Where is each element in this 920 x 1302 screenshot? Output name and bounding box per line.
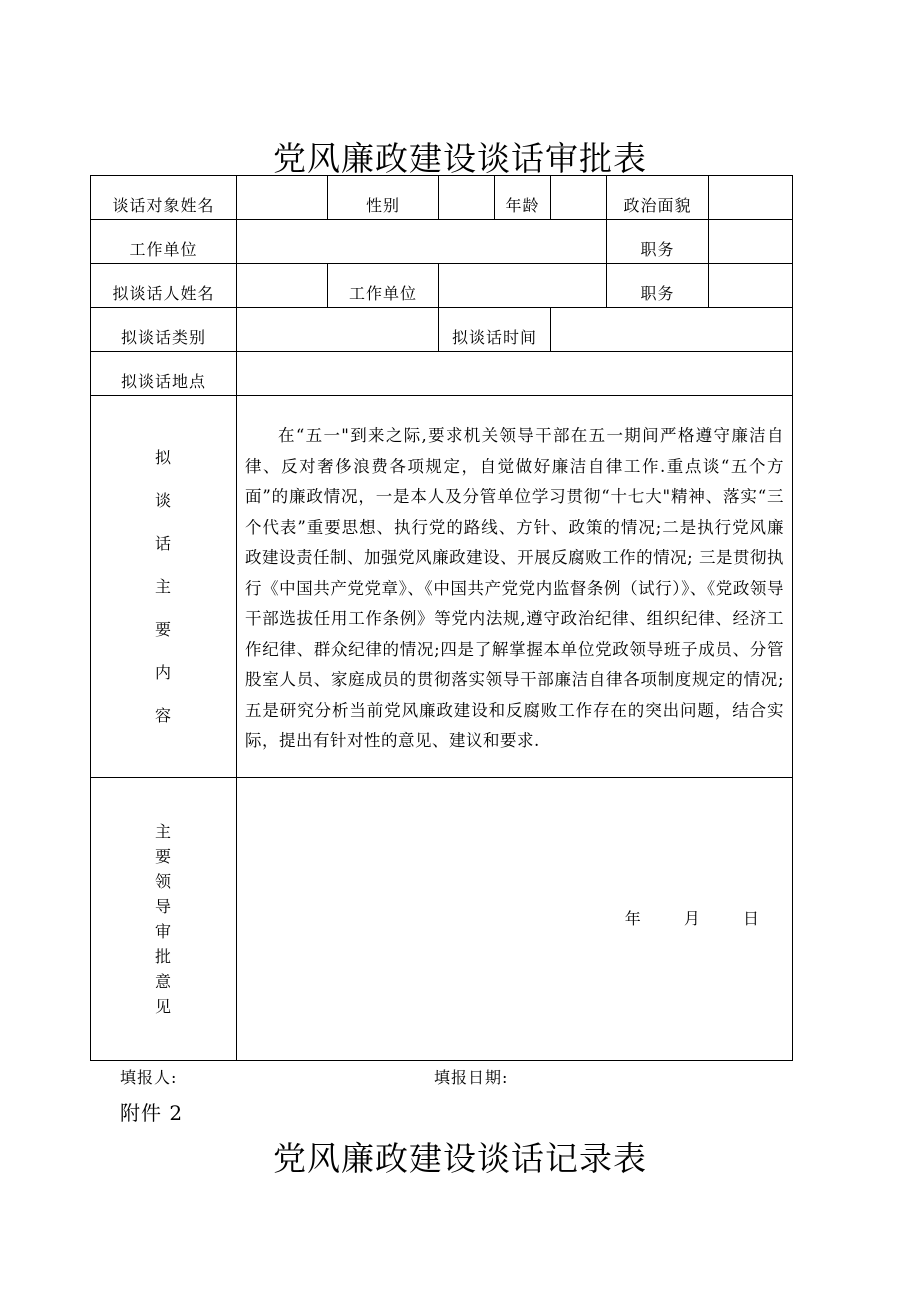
- approval-date: [625, 906, 760, 929]
- main-content-text: 在“五一"到来之际,要求机关领导干部在五一期间严格遵守廉洁自律、反对奢侈浪费各项规定，自觉做好廉洁自律工作.重点谈“五个方面”的廉政情况，一是本人及分管单位学习贯彻“十七大"精神、落实“三个代表”重要思想、执行党的路线、方针、政策的情况;二是执行党风廉政建设责任制、加强党风廉政建设、开展反腐败工作的情况; 三是贯彻执行《中国共产党党章》、《中国共产党党内监督条例（试行）》、《党政领导干部选拔任用工作条例》等党内法规,遵守政治纪律、组织纪律、经济工作纪律、群众纪律的情况;四是了解掌握本单位党政领导班子成员、分管股室人员、家庭成员的贯彻落实领导干部廉洁自律各项制度规定的情况; 五是研究分析当前党风廉政建设和反腐败工作存在的突出问题，结合实际，提出有针对性的意见、建议和要求.: [245, 426, 784, 750]
- main-content-cell[interactable]: [237, 396, 793, 778]
- talk-place-field[interactable]: [237, 352, 793, 396]
- talk-type-label: 拟谈话类别: [91, 308, 237, 352]
- talker-position-field[interactable]: [709, 264, 793, 308]
- row-main-content: [91, 396, 793, 778]
- fill-date-label: 填报日期:: [434, 1068, 509, 1087]
- work-unit-field[interactable]: [237, 220, 607, 264]
- main-content-label: [91, 396, 237, 778]
- filler-label: 填报人:: [120, 1068, 178, 1087]
- approval-month: 月: [683, 909, 701, 928]
- main-content-label-char: 谈: [154, 491, 172, 510]
- talker-name-label: 拟谈话人姓名: [91, 264, 237, 308]
- approval-label-char: 意: [154, 972, 172, 991]
- row-talk-type: [91, 308, 793, 352]
- row-work-unit: [91, 220, 793, 264]
- talk-place-label: 拟谈话地点: [91, 352, 237, 396]
- approval-label-char: 审: [154, 922, 172, 941]
- work-unit-label: 工作单位: [91, 220, 237, 264]
- approval-label-char: 领: [154, 872, 172, 891]
- row-interviewee: [91, 176, 793, 220]
- talker-name-field[interactable]: [237, 264, 328, 308]
- talker-unit-label: 工作单位: [328, 264, 439, 308]
- row-talk-place: [91, 352, 793, 396]
- record-form-title: 党风廉政建设谈话记录表: [273, 1139, 647, 1178]
- gender-label: 性别: [328, 176, 439, 220]
- main-content-label-char: 容: [154, 706, 172, 725]
- row-talker: [91, 264, 793, 308]
- age-label: 年龄: [495, 176, 551, 220]
- approval-year: 年: [624, 909, 642, 928]
- approval-opinion-cell[interactable]: [237, 778, 793, 1061]
- approval-label-char: 批: [154, 947, 172, 966]
- talk-time-field[interactable]: [551, 308, 793, 352]
- main-content-label-char: 拟: [154, 448, 172, 467]
- political-status-field[interactable]: [709, 176, 793, 220]
- approval-form-table: [90, 175, 793, 1061]
- interviewee-name-field[interactable]: [237, 176, 328, 220]
- approval-day: 日: [742, 909, 760, 928]
- talker-unit-field[interactable]: [439, 264, 607, 308]
- approval-label-char: 要: [154, 847, 172, 866]
- political-status-label: 政治面貌: [607, 176, 709, 220]
- approval-label-char: 主: [154, 822, 172, 841]
- row-approval: [91, 778, 793, 1061]
- interviewee-name-label: 谈话对象姓名: [91, 176, 237, 220]
- talk-type-field[interactable]: [237, 308, 439, 352]
- main-content-label-char: 内: [154, 663, 172, 682]
- main-content-label-char: 主: [154, 577, 172, 596]
- main-content-label-char: 话: [154, 534, 172, 553]
- position-field[interactable]: [709, 220, 793, 264]
- approval-label: [91, 778, 237, 1061]
- approval-label-char: 导: [154, 897, 172, 916]
- talker-position-label: 职务: [607, 264, 709, 308]
- attachment-label: 附件 2: [120, 1101, 184, 1125]
- gender-field[interactable]: [439, 176, 495, 220]
- main-content-label-char: 要: [154, 620, 172, 639]
- form-title: 党风廉政建设谈话审批表: [273, 139, 647, 178]
- age-field[interactable]: [551, 176, 607, 220]
- approval-label-char: 见: [154, 997, 172, 1016]
- talk-time-label: 拟谈话时间: [439, 308, 551, 352]
- position-label: 职务: [607, 220, 709, 264]
